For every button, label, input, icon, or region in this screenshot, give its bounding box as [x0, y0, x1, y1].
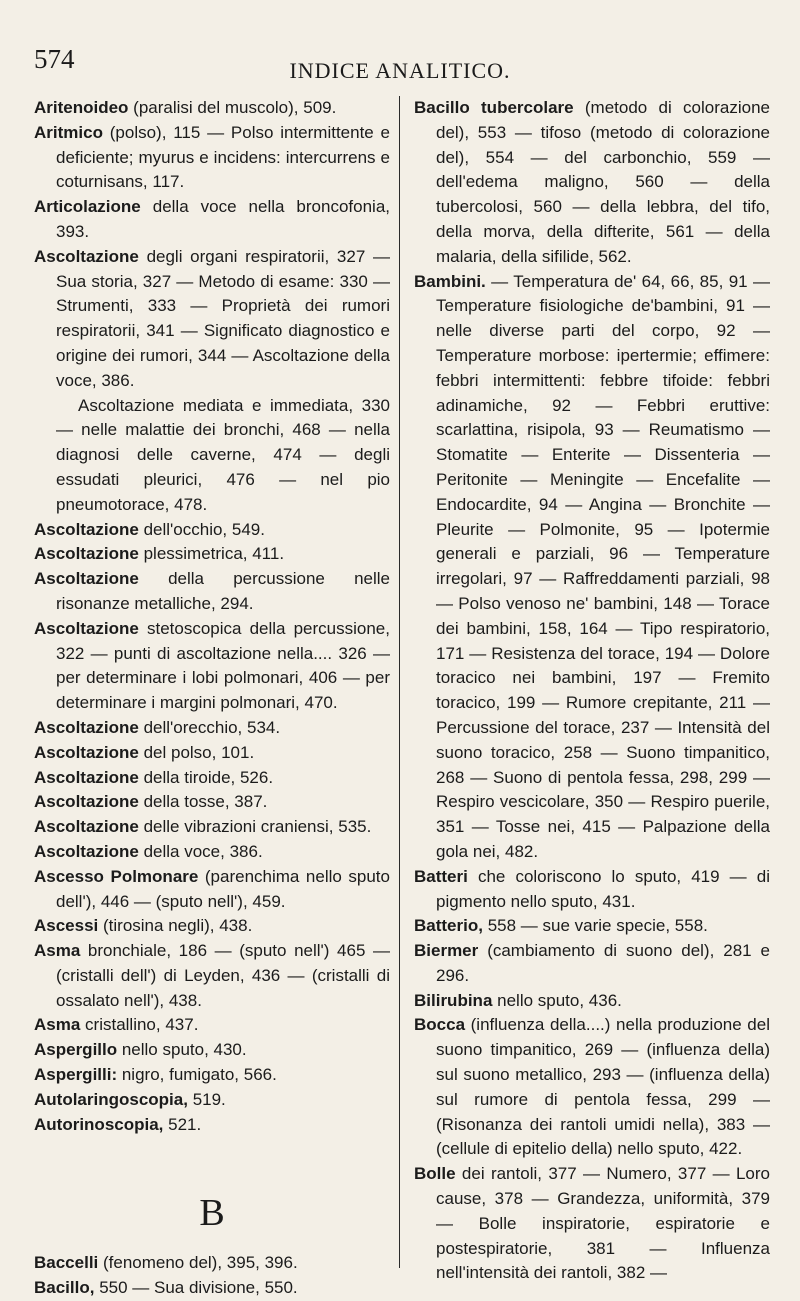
index-entry: [34, 96, 390, 121]
entry-headword: Biermer: [414, 941, 479, 961]
entry-text: della tiroide, 526.: [138, 767, 274, 787]
entry-text: della voce nella broncofonia, 393.: [56, 197, 390, 241]
entry-headword: Asma: [34, 941, 81, 961]
index-entry: [34, 1276, 390, 1301]
section-letter: B: [199, 1192, 225, 1235]
index-entry: [414, 270, 770, 865]
entry-headword: Ascoltazione: [34, 792, 139, 812]
entry-headword: Bacillo,: [34, 1278, 95, 1298]
index-entry: [414, 865, 770, 915]
right-column: [414, 96, 770, 1286]
entry-headword: Autorinoscopia,: [34, 1114, 164, 1134]
entry-text: 550 — Sua divisione, 550.: [94, 1278, 298, 1298]
entry-headword: Bolle: [414, 1164, 456, 1184]
entry-headword: Ascoltazione: [34, 544, 139, 564]
index-entry: [34, 840, 390, 865]
entry-headword: Ascoltazione: [34, 817, 139, 837]
entry-headword: Bacillo tubercolare: [414, 98, 574, 117]
index-entry: [34, 865, 390, 915]
entry-text: — Temperatura de' 64, 66, 85, 91 — Temperature fisiologiche de'bambini, 91 — nelle diverse parti del corpo, 92 — Temperature morbose: ipertermie; effimere: febbri intermittenti: febbre tifoide: febbri adinamiche, 92 — Febbri eruttive: scarlattina, risipola, 93 — Reumatismo — Stomatite — Enterite — Dissenteria — Peritonite — Meningite — Encefalite — Endocardite, 94 — Angina — Bronchite — Pleurite — Polmonite, 95 — Ipotermie generali e parziali, 96 — Temperature irregolari, 97 — Raffreddamenti parziali, 98 — Polso venoso ne' bambini, 148 — Torace dei bambini, 158, 164 — Tipo respiratorio, 171 — Resistenza del torace, 194 — Dolore toracico nei bambini, 197 — Fremito toracico, 199 — Rumore crepitante, 211 — Percussione del torace, 237 — Intensità del suono toracico, 258 — Suono timpanitico, 268 — Suono di pentola fessa, 298, 299 — Respiro vescicolare, 350 — Respiro puerile, 351 — Tosse nei, 415 — Palpazione della gola nei, 482.: [436, 271, 770, 861]
index-entry: [34, 1251, 390, 1276]
entry-headword: Bocca: [414, 1015, 466, 1035]
entry-headword: Ascoltazione: [34, 742, 139, 762]
entry-text: del polso, 101.: [138, 742, 255, 762]
index-entry: [34, 716, 390, 741]
index-entry: [34, 1063, 390, 1088]
index-entry: [414, 914, 770, 939]
entry-text: nello sputo, 430.: [117, 1040, 247, 1060]
index-entry: [34, 518, 390, 543]
index-entry: [34, 567, 390, 617]
index-entry: [414, 939, 770, 989]
entry-headword: Ascesso Polmonare: [34, 866, 199, 886]
entry-text: bronchiale, 186 — (sputo nell') 465 — (cristalli dell') di Leyden, 436 — (cristalli di ossalato nell'), 438.: [56, 941, 390, 1010]
entry-text: della percussione nelle risonanze metalliche, 294.: [56, 569, 390, 613]
column-divider: [399, 96, 400, 1268]
entry-text: (cambiamento di suono del), 281 e 296.: [436, 941, 770, 985]
index-entry: [34, 121, 390, 195]
entry-text: nello sputo, 436.: [492, 990, 622, 1010]
entry-text: Ascoltazione mediata e immediata, 330 — nelle malattie dei bronchi, 468 — nella diagnosi delle caverne, 474 — degli essudati pleurici, 476 — nel pio pneumotorace, 478.: [56, 395, 390, 514]
entry-text: 519.: [187, 1089, 226, 1109]
index-entry: [34, 1013, 390, 1038]
index-entry: [34, 1038, 390, 1063]
entry-text: plessimetrica, 411.: [138, 544, 285, 564]
index-entry: [34, 741, 390, 766]
entry-headword: Ascoltazione: [34, 841, 139, 861]
entry-text: delle vibrazioni craniensi, 535.: [138, 817, 372, 837]
entry-headword: Ascoltazione: [34, 618, 139, 638]
index-entry: [34, 815, 390, 840]
index-entry: [34, 1088, 390, 1113]
entry-text: (influenza della....) nella produzione del suono timpanitico, 269 — (influenza della) sul suono metallico, 293 — (influenza della) sul rumore di pentola fessa, 299 — (Risonanza dei rantoli umidi nella), 383 — (cellule di epitelio della) nello sputo, 422.: [436, 1015, 770, 1159]
entry-headword: Autolaringoscopia,: [34, 1089, 188, 1109]
entry-headword: Ascoltazione: [34, 767, 139, 787]
entry-text: (tirosina negli), 438.: [98, 916, 253, 936]
index-entry: [414, 1013, 770, 1162]
index-entry: [34, 1113, 390, 1138]
index-entry: [34, 766, 390, 791]
entry-headword: Bambini.: [414, 271, 486, 291]
entry-text: 558 — sue varie specie, 558.: [482, 916, 708, 936]
entry-headword: Asma: [34, 1015, 81, 1035]
index-entry: [34, 914, 390, 939]
entry-text: stetoscopica della percussione, 322 — punti di ascoltazione nella.... 326 — per determinare i lobi polmonari, 406 — per determinare i margini polmonari, 470.: [56, 618, 390, 713]
index-entry: [34, 939, 390, 1013]
entry-text: dell'occhio, 549.: [138, 519, 265, 539]
index-entry: [414, 989, 770, 1014]
entry-headword: Ascoltazione: [34, 519, 139, 539]
index-entry: [34, 394, 390, 518]
entry-headword: Ascessi: [34, 916, 99, 936]
entry-text: (parenchima nello sputo dell'), 446 — (sputo nell'), 459.: [56, 866, 390, 911]
entry-text: 521.: [163, 1114, 202, 1134]
entry-headword: Batteri: [414, 866, 468, 886]
entry-text: (paralisi del muscolo), 509.: [128, 98, 337, 117]
entry-headword: Ascoltazione: [34, 246, 139, 266]
entry-text: degli organi respiratorii, 327 — Sua storia, 327 — Metodo di esame: 330 — Strumenti, 333 — Proprietà dei rumori respiratorii, 341 — Significato diagnostico e origine dei rumori, 344 — Ascoltazione della voce, 386.: [56, 246, 390, 390]
entry-text: della tosse, 387.: [138, 792, 268, 812]
index-entry: [414, 1162, 770, 1286]
index-entry: [414, 96, 770, 270]
index-entry: [34, 245, 390, 394]
index-entry: [34, 617, 390, 716]
index-entry: [34, 195, 390, 245]
entry-headword: Aspergillo: [34, 1040, 118, 1060]
page-number: 574: [34, 44, 75, 74]
entry-text: dei rantoli, 377 — Numero, 377 — Loro cause, 378 — Grandezza, uniformità, 379 — Bolle inspiratorie, espiratorie e postespiratorie, 381 — Influenza nell'intensità dei rantoli, 382 —: [436, 1164, 770, 1283]
entry-text: (metodo di colorazione del), 553 — tifoso (metodo di colorazione del), 554 — del carbonchio, 559 — dell'edema maligno, 560 — della tubercolosi, 560 — della lebbra, del tifo, della morva, della difterite, 561 — della malaria, della sifilide, 562.: [436, 98, 770, 266]
entry-text: che coloriscono lo sputo, 419 — di pigmento nello sputo, 431.: [436, 866, 770, 911]
entry-text: cristallino, 437.: [80, 1015, 199, 1035]
entry-text: (polso), 115 — Polso intermittente e deficiente; myurus e incidens: intercurrens e coturnisans, 117.: [56, 122, 390, 192]
entry-headword: Aritenoideo: [34, 98, 129, 117]
entry-headword: Bilirubina: [414, 990, 493, 1010]
entry-headword: Aspergilli:: [34, 1065, 118, 1085]
entry-text: della voce, 386.: [138, 841, 263, 861]
entry-text: dell'orecchio, 534.: [138, 717, 281, 737]
entry-headword: Baccelli: [34, 1253, 99, 1273]
entry-headword: Aritmico: [34, 122, 103, 142]
entry-headword: Batterio,: [414, 916, 483, 936]
entry-text: nigro, fumigato, 566.: [117, 1065, 277, 1085]
entry-headword: Ascoltazione: [34, 717, 139, 737]
page-title: INDICE ANALITICO.: [289, 58, 511, 83]
index-entry: [34, 790, 390, 815]
index-entry: [34, 542, 390, 567]
left-column: [34, 96, 390, 1301]
entry-text: (fenomeno del), 395, 396.: [98, 1253, 298, 1273]
entry-headword: Ascoltazione: [34, 569, 139, 589]
entry-headword: Articolazione: [34, 197, 141, 217]
